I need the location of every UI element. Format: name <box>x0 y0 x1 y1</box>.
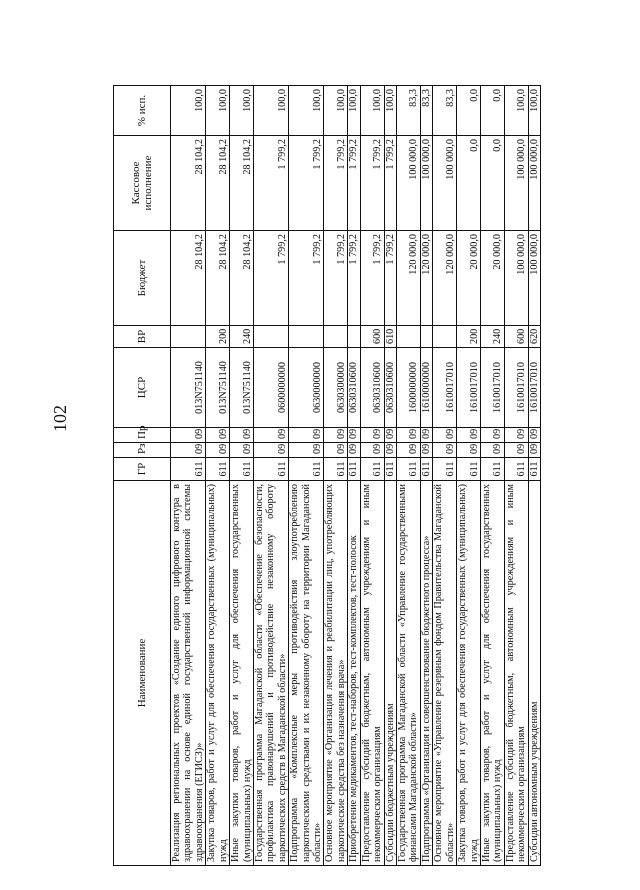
cell-pr: 09 <box>171 428 206 443</box>
cell-rz: 09 <box>480 443 504 458</box>
cell-csr: 1610017010 <box>528 348 540 428</box>
cell-cash: 100 000,0 <box>420 136 432 231</box>
cell-name: Основное мероприятие «Организация лечения и реабилитации лиц, употребляющих наркотические средства без назначения врача» <box>324 481 348 866</box>
cell-name: Субсидии автономным учреждениям <box>528 481 540 866</box>
cell-rz: 09 <box>360 443 384 458</box>
cell-gr: 611 <box>420 458 432 481</box>
cell-pct: 0,0 <box>457 86 481 136</box>
cell-gr: 611 <box>397 458 421 481</box>
cell-vr <box>324 326 348 348</box>
cell-rz: 09 <box>206 443 230 458</box>
cell-name: Предоставление субсидий бюджетным, автономным учреждениям и иным некоммерческим организациям <box>504 481 528 866</box>
cell-pr: 09 <box>360 428 384 443</box>
cell-name: Иные закупки товаров, работ и услуг для обеспечения государственных (муниципальных) нужд <box>230 481 254 866</box>
cell-rz: 09 <box>384 443 396 458</box>
cell-rz: 09 <box>397 443 421 458</box>
cell-pct: 83,3 <box>397 86 421 136</box>
cell-pct: 100,0 <box>171 86 206 136</box>
header-name: Наименование <box>114 481 171 866</box>
cell-gr: 611 <box>480 458 504 481</box>
header-gr: ГР <box>114 458 171 481</box>
cell-gr: 611 <box>253 458 288 481</box>
cell-cash: 1 799,2 <box>253 136 288 231</box>
table-row <box>528 86 540 866</box>
cell-gr: 611 <box>433 458 457 481</box>
cell-vr: 600 <box>504 326 528 348</box>
table-row <box>348 86 360 866</box>
cell-cash: 1 799,2 <box>360 136 384 231</box>
cell-cash: 1 799,2 <box>324 136 348 231</box>
cell-rz: 09 <box>528 443 540 458</box>
cell-gr: 611 <box>206 458 230 481</box>
cell-name: Подпрограмма «Комплексные меры противодействия злоупотреблению наркотическими средствами и их незаконному обороту на территории Магаданской области» <box>289 481 324 866</box>
cell-vr: 610 <box>384 326 396 348</box>
cell-rz: 09 <box>433 443 457 458</box>
cell-csr: 0630300000 <box>324 348 348 428</box>
cell-csr: 1610017010 <box>433 348 457 428</box>
cell-pr: 09 <box>420 428 432 443</box>
cell-vr: 620 <box>528 326 540 348</box>
cell-pct: 100,0 <box>360 86 384 136</box>
cell-name: Государственная программа Магаданской области «Управление государственными финансами Магаданской области» <box>397 481 421 866</box>
cell-cash: 100 000,0 <box>504 136 528 231</box>
header-cash: Кассовое исполнение <box>114 136 171 231</box>
header-rz: Рз <box>114 443 171 458</box>
table-row <box>230 86 254 866</box>
cell-budget: 120 000,0 <box>433 231 457 326</box>
cell-gr: 611 <box>504 458 528 481</box>
cell-gr: 611 <box>289 458 324 481</box>
cell-pct: 100,0 <box>253 86 288 136</box>
cell-pct: 0,0 <box>480 86 504 136</box>
cell-budget: 1 799,2 <box>348 231 360 326</box>
cell-vr: 200 <box>206 326 230 348</box>
cell-cash: 0,0 <box>480 136 504 231</box>
cell-gr: 611 <box>171 458 206 481</box>
cell-vr <box>289 326 324 348</box>
cell-gr: 611 <box>360 458 384 481</box>
table-row <box>433 86 457 866</box>
cell-cash: 28 104,2 <box>206 136 230 231</box>
cell-rz: 09 <box>230 443 254 458</box>
cell-budget: 120 000,0 <box>420 231 432 326</box>
cell-budget: 28 104,2 <box>230 231 254 326</box>
cell-gr: 611 <box>230 458 254 481</box>
cell-name: Подпрограмма «Организация и совершенствование бюджетного процесса» <box>420 481 432 866</box>
table-row <box>360 86 384 866</box>
cell-name: Приобретение медикаментов, тест-наборов, тест-комплектов, тест-полосок <box>348 481 360 866</box>
cell-pct: 100,0 <box>504 86 528 136</box>
cell-budget: 20 000,0 <box>457 231 481 326</box>
cell-cash: 1 799,2 <box>289 136 324 231</box>
cell-pr: 09 <box>480 428 504 443</box>
cell-pr: 09 <box>504 428 528 443</box>
cell-pr: 09 <box>433 428 457 443</box>
cell-budget: 20 000,0 <box>480 231 504 326</box>
cell-rz: 09 <box>253 443 288 458</box>
cell-name: Государственная программа Магаданской области «Обеспечение безопасности, профилактика правонарушений и противодействие незаконному обороту наркотических средств в Магаданской области» <box>253 481 288 866</box>
cell-name: Реализация региональных проектов «Создание единого цифрового контура в здравоохранении на основе единой государственной информационной системы здравоохранения (ЕГИСЗ)» <box>171 481 206 866</box>
cell-name: Закупка товаров, работ и услуг для обеспечения государственных (муниципальных) нужд <box>457 481 481 866</box>
cell-gr: 611 <box>324 458 348 481</box>
cell-vr: 600 <box>360 326 384 348</box>
cell-csr: 013N751140 <box>206 348 230 428</box>
cell-name: Закупка товаров, работ и услуг для обеспечения государственных (муниципальных) нужд <box>206 481 230 866</box>
cell-gr: 611 <box>348 458 360 481</box>
cell-vr <box>348 326 360 348</box>
cell-csr: 0630310600 <box>360 348 384 428</box>
cell-pct: 100,0 <box>348 86 360 136</box>
cell-pct: 83,3 <box>420 86 432 136</box>
cell-rz: 09 <box>289 443 324 458</box>
cell-csr: 013N751140 <box>230 348 254 428</box>
cell-budget: 1 799,2 <box>253 231 288 326</box>
cell-budget: 100 000,0 <box>528 231 540 326</box>
cell-cash: 100 000,0 <box>397 136 421 231</box>
cell-vr: 240 <box>230 326 254 348</box>
cell-rz: 09 <box>171 443 206 458</box>
cell-csr: 1600000000 <box>397 348 421 428</box>
cell-vr: 240 <box>480 326 504 348</box>
cell-cash: 1 799,2 <box>384 136 396 231</box>
table-row <box>457 86 481 866</box>
cell-pct: 100,0 <box>230 86 254 136</box>
table-row <box>397 86 421 866</box>
cell-budget: 28 104,2 <box>171 231 206 326</box>
cell-rz: 09 <box>348 443 360 458</box>
cell-csr: 1610017010 <box>480 348 504 428</box>
cell-pct: 100,0 <box>289 86 324 136</box>
cell-pr: 09 <box>289 428 324 443</box>
budget-table <box>113 85 541 866</box>
cell-csr: 1610000000 <box>420 348 432 428</box>
cell-cash: 1 799,2 <box>348 136 360 231</box>
cell-pr: 09 <box>457 428 481 443</box>
cell-pct: 100,0 <box>206 86 230 136</box>
cell-gr: 611 <box>528 458 540 481</box>
page-number: 102 <box>50 405 70 432</box>
header-csr: ЦСР <box>114 348 171 428</box>
cell-name: Иные закупки товаров, работ и услуг для обеспечения государственных (муниципальных) нужд <box>480 481 504 866</box>
header-row <box>114 86 171 866</box>
table-row <box>253 86 288 866</box>
cell-name: Предоставление субсидий бюджетным, автономным учреждениям и иным некоммерческим организациям <box>360 481 384 866</box>
cell-vr <box>397 326 421 348</box>
cell-rz: 09 <box>457 443 481 458</box>
cell-csr: 0600000000 <box>253 348 288 428</box>
table-row <box>384 86 396 866</box>
cell-rz: 09 <box>324 443 348 458</box>
cell-csr: 0630000000 <box>289 348 324 428</box>
header-vr: ВР <box>114 326 171 348</box>
cell-pct: 100,0 <box>528 86 540 136</box>
table-row <box>289 86 324 866</box>
cell-cash: 100 000,0 <box>528 136 540 231</box>
cell-cash: 100 000,0 <box>433 136 457 231</box>
cell-name: Основное мероприятие «Управление резервным фондом Правительства Магаданской области» <box>433 481 457 866</box>
cell-csr: 013N751140 <box>171 348 206 428</box>
cell-pct: 83,3 <box>433 86 457 136</box>
cell-pr: 09 <box>397 428 421 443</box>
header-budget: Бюджет <box>114 231 171 326</box>
table-body <box>171 86 541 866</box>
cell-pct: 100,0 <box>324 86 348 136</box>
cell-cash: 28 104,2 <box>171 136 206 231</box>
cell-pr: 09 <box>324 428 348 443</box>
cell-vr <box>420 326 432 348</box>
cell-budget: 100 000,0 <box>504 231 528 326</box>
cell-vr <box>253 326 288 348</box>
cell-budget: 1 799,2 <box>324 231 348 326</box>
header-pct: % исп. <box>114 86 171 136</box>
cell-name: Субсидии бюджетным учреждениям <box>384 481 396 866</box>
cell-pr: 09 <box>253 428 288 443</box>
cell-budget: 1 799,2 <box>360 231 384 326</box>
cell-rz: 09 <box>420 443 432 458</box>
table-row <box>324 86 348 866</box>
table-row <box>504 86 528 866</box>
cell-pr: 09 <box>206 428 230 443</box>
cell-budget: 28 104,2 <box>206 231 230 326</box>
table-row <box>206 86 230 866</box>
cell-csr: 1610017010 <box>504 348 528 428</box>
cell-pct: 100,0 <box>384 86 396 136</box>
cell-budget: 1 799,2 <box>384 231 396 326</box>
cell-gr: 611 <box>457 458 481 481</box>
cell-vr <box>171 326 206 348</box>
cell-pr: 09 <box>230 428 254 443</box>
cell-gr: 611 <box>384 458 396 481</box>
cell-csr: 1610017010 <box>457 348 481 428</box>
cell-vr <box>433 326 457 348</box>
cell-cash: 0,0 <box>457 136 481 231</box>
table-row <box>420 86 432 866</box>
table-row <box>480 86 504 866</box>
cell-pr: 09 <box>348 428 360 443</box>
cell-cash: 28 104,2 <box>230 136 254 231</box>
header-pr: Пр <box>114 428 171 443</box>
cell-csr: 0630310600 <box>348 348 360 428</box>
cell-rz: 09 <box>504 443 528 458</box>
cell-budget: 120 000,0 <box>397 231 421 326</box>
cell-pr: 09 <box>384 428 396 443</box>
rotated-page <box>113 86 633 866</box>
table-row <box>171 86 206 866</box>
cell-csr: 0630310600 <box>384 348 396 428</box>
cell-vr: 200 <box>457 326 481 348</box>
cell-pr: 09 <box>528 428 540 443</box>
cell-budget: 1 799,2 <box>289 231 324 326</box>
